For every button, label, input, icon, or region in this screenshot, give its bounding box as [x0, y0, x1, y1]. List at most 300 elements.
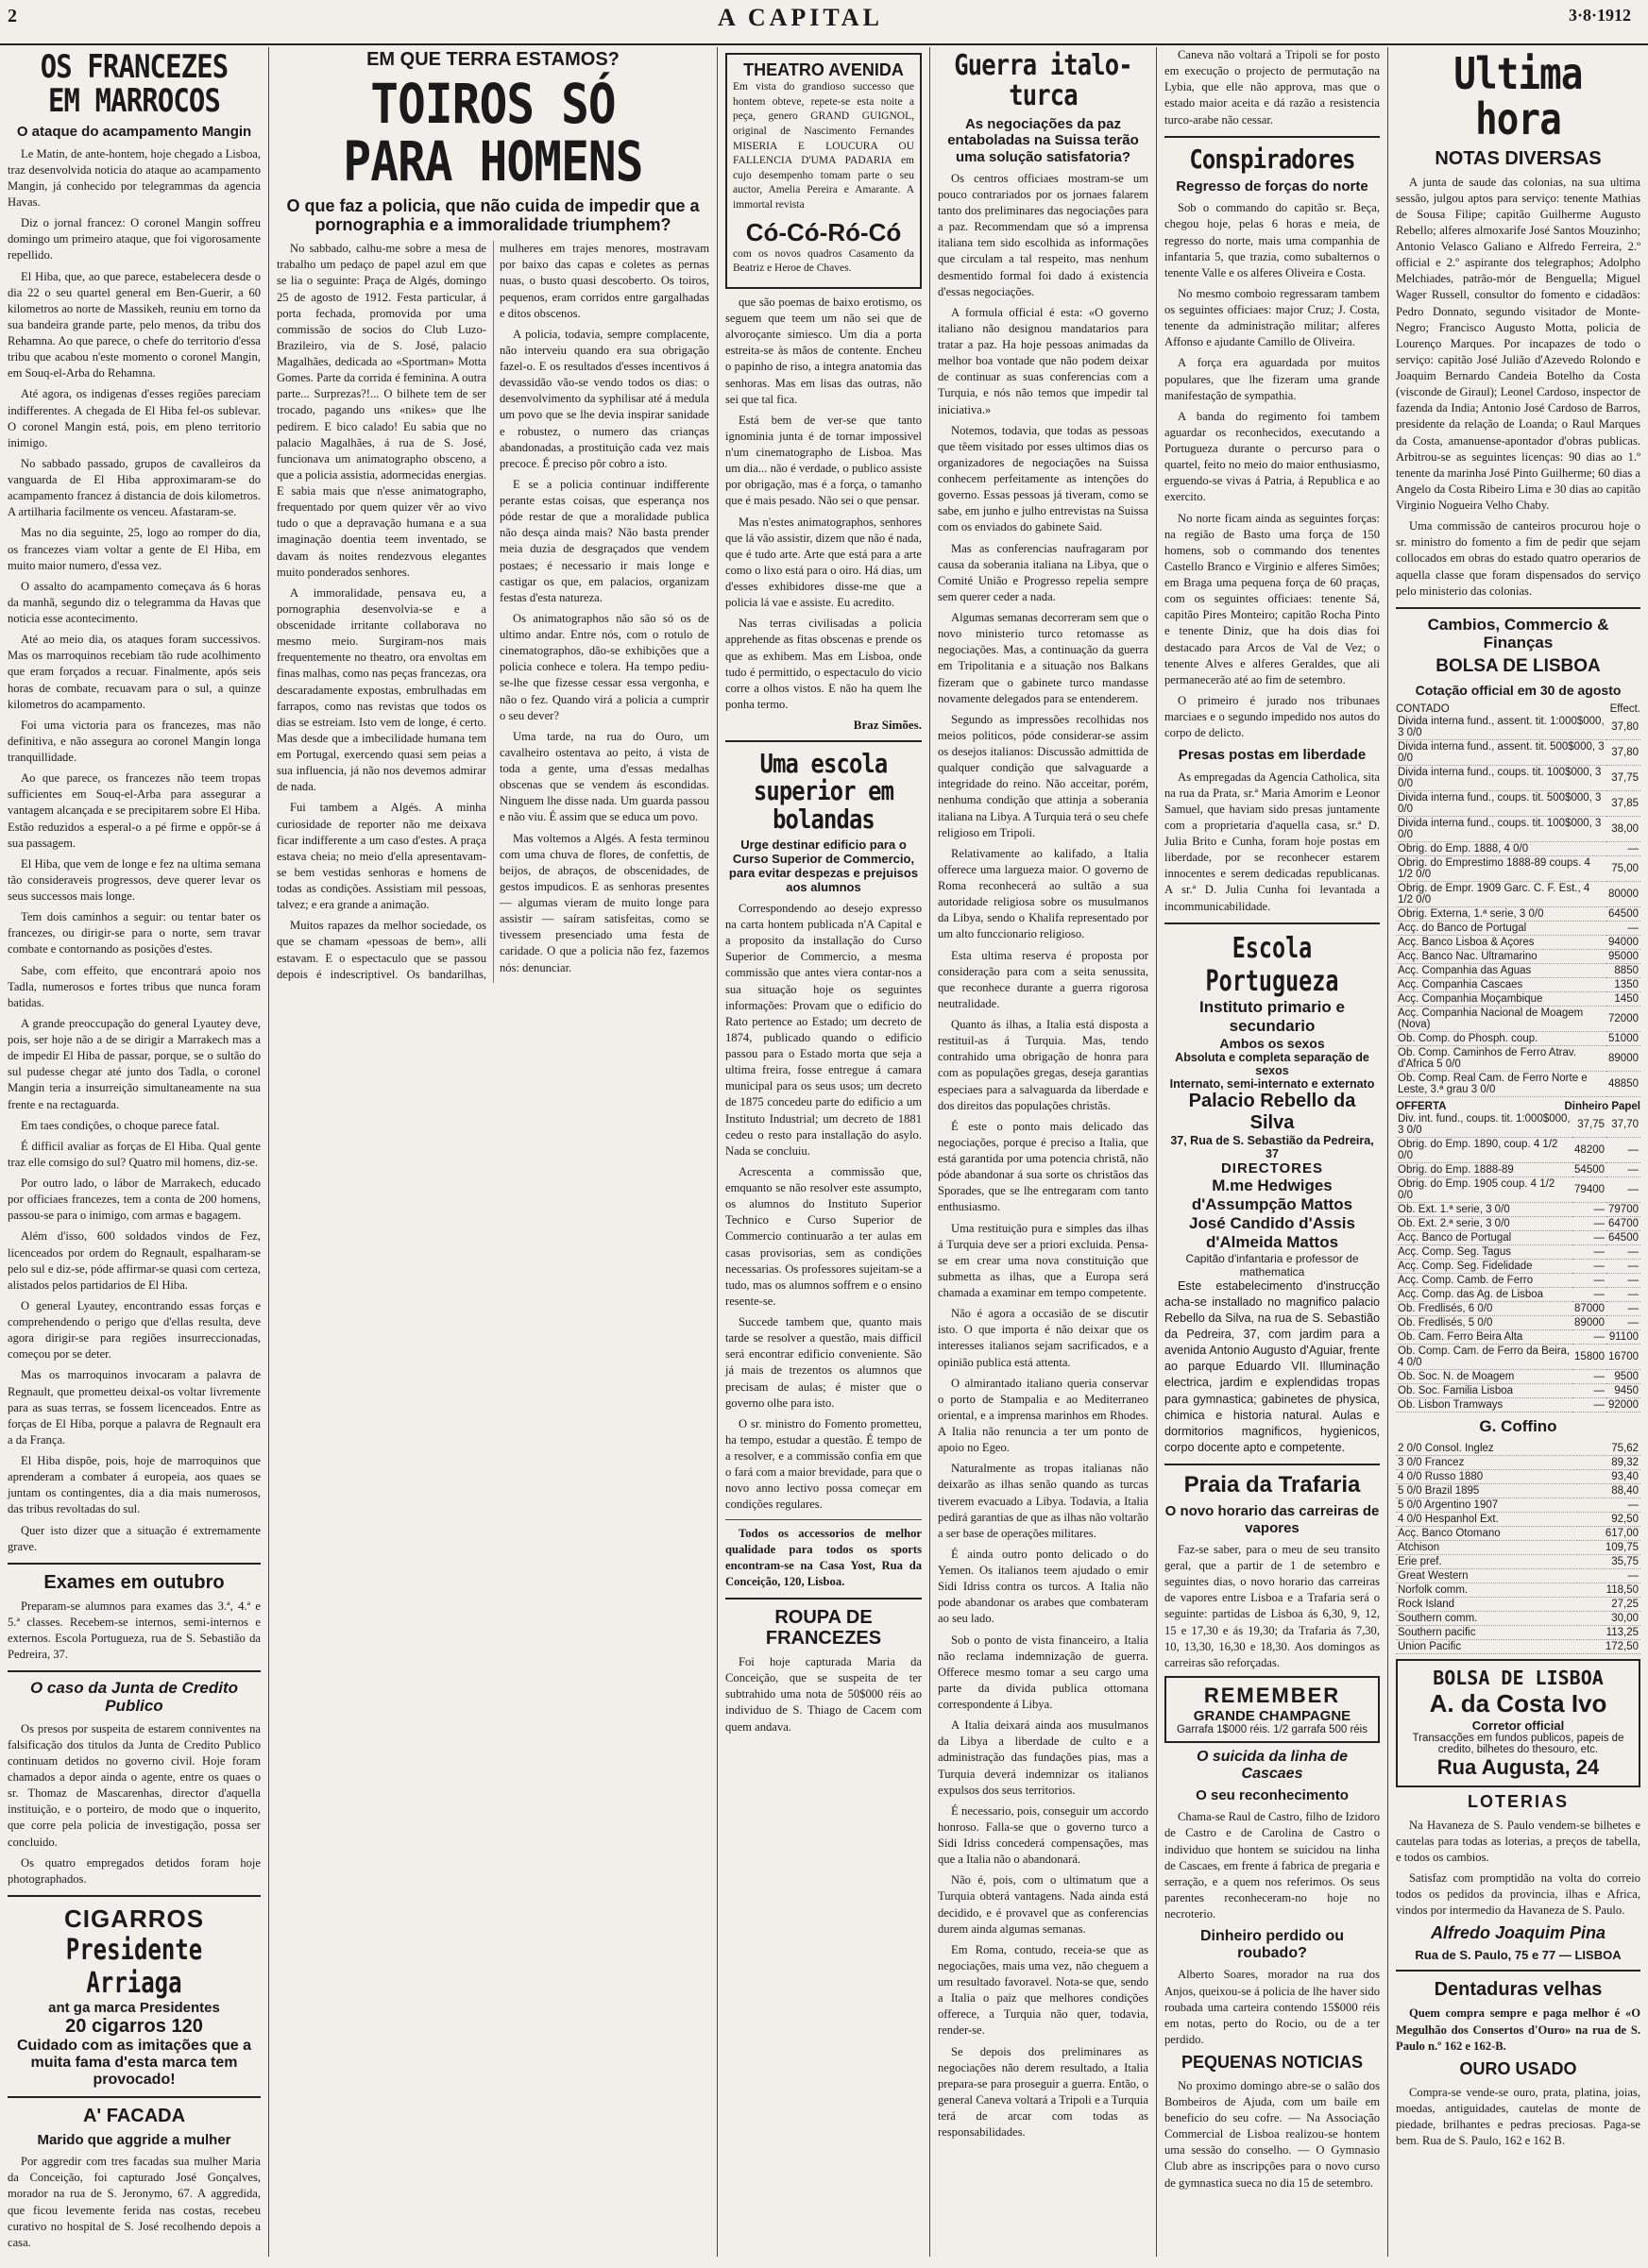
subhead-guerra: As negociações da paz entaboladas na Suissa terão uma solução satisfatoria?: [947, 116, 1139, 165]
quote-value: —: [1572, 1203, 1606, 1217]
security-name: Southern comm.: [1396, 1611, 1577, 1625]
security-name: Obrig. do Emp. 1905 coup. 4 1/2 0/0: [1396, 1177, 1572, 1203]
article-paragraph: Le Matin, de ante-hontem, hoje chegado a Lisboa, traz desenvolvida noticia do ataque ao acampamento Mangin, já conhecido por telegrammas da agencia Havas.: [8, 146, 261, 209]
article-paragraph: Chama-se Raul de Castro, filho de Izidoro de Castro e de Carolina de Castro o individuo que hontem se suicidou na linha de Cascaes, em frente á fabrica de pregaria e serração, e a quem nos referimos. Os seus parentes reconheceram-no hoje no necroterio.: [1164, 1810, 1380, 1921]
quote-value: —: [1606, 1138, 1640, 1163]
article-paragraph: Satisfaz com promptidão na volta do correio todos os pedidos da provincia, ilhas e Africa, vindos por intermedio da Havaneza de S. Paulo.: [1396, 1871, 1640, 1918]
quote-value: 54500: [1574, 1164, 1606, 1176]
column-4: [930, 47, 1157, 2257]
table-row: [1396, 1442, 1640, 1456]
table-row: [1396, 1330, 1640, 1345]
quote-value: 27,25: [1577, 1597, 1640, 1611]
table-row: [1396, 1302, 1640, 1316]
quote-value: —: [1572, 1384, 1606, 1398]
table-row: [1396, 842, 1640, 856]
article-paragraph: Quanto ás ilhas, a Italia está disposta a restituil-as á Turquia. Mas, tendo contrahido uma obrigação de honra para com as populações gregas, deseja garantias especiaes para a salvaguarda da liberdade e dos direitos das populações christãs.: [938, 1018, 1148, 1112]
security-name: Ob. Ext. 1.ª serie, 3 0/0: [1396, 1203, 1572, 1217]
article-paragraph: É este o ponto mais delicado das negociações, porque é preciso a Italia, que está garantida por uma potencia christã, não póde abandonar á sua sorte os christãos das Sporades, que se lhe entregaram com tanto enthusiasmo.: [938, 1119, 1148, 1214]
article-paragraph: No sabbado, calhu-me sobre a mesa de trabalho um pedaço de papel azul em que se lia o seguinte: Praça de Algés, domingo 25 de agosto de 1912. Festa particular, á porta fechada, promovida por uma commissão de socios do Club Luzo-Brazileiro, via de S. José, palacio Magalhães, dedicada ao «Sportman» Motta Gomes. Parte da corrida é feminina. A outra parte... Surprezas?!... O bilhete tem de ser trocado, pagando uns «nikes» que lhe pedirem. E bico calado! Eu sabia que no palacio Magalhães, á rua de S. José, funcionava um animatographo obsceno, a que a policia assistia, adormecidas energias. E sabia mais que n'esse animatographo, frequentado por quem quizer vêr ao vivo tudo o que a depravação humana e a sua imaginação doentia teem inventado, se davam ás noites rendezvous elegantes muito ponderados senhores.: [277, 242, 486, 579]
ad-line: Ambos os sexos: [1219, 1035, 1325, 1051]
table-row: [1396, 922, 1640, 936]
quote-value: 1350: [1606, 978, 1640, 992]
article-paragraph: Caneva não voltará a Tripoli se for posto em execução o projecto de permutação na Lybia, que elle não approva, mas que o estado maior aceita e dá razão a resistencia turco-arabe não cessar.: [1164, 48, 1380, 127]
article-paragraph: Está bem de ver-se que tanto ignominia junta é de tornar impossivel n'um cinematographo de Lisboa. Mas um dia... não é verdade, o publico assiste por obrigação, mas é a força, o tamanho que é mais pesado. Não sei o que pensar.: [725, 413, 922, 508]
headline-conspiradores: Conspiradores: [1189, 143, 1355, 175]
quote-value: 37,70: [1606, 1112, 1640, 1138]
article-paragraph: Tem dois caminhos a seguir: ou tentar bater os francezes, ou dirigir-se para o norte, sem travar combate e contornando as posições d'estes.: [8, 910, 261, 956]
quote-value: —: [1606, 1245, 1640, 1260]
security-name: Ob. Comp. Caminhos de Ferro Atrav. d'Africa 5 0/0: [1396, 1046, 1606, 1072]
column-1: [0, 47, 269, 2257]
quote-value: —: [1577, 1498, 1640, 1512]
table-row: [1396, 882, 1640, 907]
security-name: Obrig. do Emp. 1888-89: [1396, 1163, 1572, 1177]
quote-value: 87000: [1574, 1303, 1606, 1315]
divider: [725, 1519, 922, 1520]
article-paragraph: Por aggredir com tres facadas sua mulher Maria da Conceição, foi capturado José Gonçalves, morador na rua de S. Jeronymo, 67. A aggredida, que ficou levemente ferida nas costas, recebeu curativo no hospital de S. José recolhendo depois a casa.: [8, 2155, 261, 2249]
article-paragraph: Foi uma victoria para os francezes, mas não definitiva, e não assegura ao coronel Mangin longa tranquillidade.: [8, 718, 261, 764]
security-name: Acç. Comp. Camb. de Ferro: [1396, 1274, 1572, 1288]
column-3: [718, 47, 930, 2257]
divider: [1396, 607, 1640, 609]
article-paragraph: No proximo domingo abre-se o salão dos Bombeiros de Ajuda, com um baile em beneficio do seu cofre. — Na Associação Commercial de Lisboa realizou-se hontem uma sessão do conselho. — O Gymnasio Club abre as inscripções para o novo curso de gymnastica sueca no dia 15 de setembro.: [1164, 2078, 1380, 2190]
headline-cambios: Cambios, Commercio & Finanças: [1427, 615, 1609, 652]
article-paragraph: É necessario, pois, conseguir um accordo honroso. Falla-se que o governo turco a Sidi Idriss concederá compensações, mas que a Italia não o abandonará.: [938, 1803, 1148, 1867]
security-name: Ob. Cam. Ferro Beira Alta: [1396, 1330, 1572, 1345]
ad-line: Absoluta e completa separação de sexos: [1175, 1050, 1369, 1077]
column-header: OFFERTA: [1396, 1101, 1447, 1113]
quote-value: 92,50: [1577, 1512, 1640, 1526]
table-row: [1396, 1469, 1640, 1483]
theatre-foot: com os novos quadros Casamento da Beatriz e Heroe de Chaves.: [733, 247, 914, 275]
quote-value: 91100: [1606, 1330, 1640, 1345]
divider: [725, 1598, 922, 1599]
divider: [1164, 1464, 1380, 1465]
security-name: Rock Island: [1396, 1597, 1577, 1611]
table-row: [1396, 1072, 1640, 1097]
article-paragraph: O almirantado italiano queria conservar o porto de Stampalia e ao Mediterraneo oriental, e a imprensa marinhos em Rhodes. A Italia não renuncia a ter um ponto de apoio no Egeo.: [938, 1376, 1148, 1455]
table-row: [1396, 1260, 1640, 1274]
quote-value: 89000: [1574, 1317, 1606, 1329]
article-paragraph: Mas no dia seguinte, 25, logo ao romper do dia, os francezes viam voltar a gente de El Hiba, em muito maior numero, d'essa vez.: [8, 526, 261, 572]
theatre-text: Em vista do grandioso successo que hontem obteve, repete-se esta noite a peça, genero GRAND GUIGNOL, original de Nascimento Fernandes MISERIA E LOUCURA OU FALLENCIA D'UMA PADARIA em cujo desempenho tomam parte o seu auctor, Amelia Pereira e Amarante. A immortal revista: [733, 81, 914, 211]
security-name: Obrig. Externa, 1.ª serie, 3 0/0: [1396, 907, 1606, 922]
table-row: [1396, 1112, 1640, 1138]
security-name: Acç. Banco Nac. Ultramarino: [1396, 950, 1606, 964]
article-paragraph: Até ao meio dia, os ataques foram successivos. Mas os marroquinos recebiam tão rude acolhimento que eram forçados a recuar. Finalmente, após seis horas de combate, recuavam para o sul, a quinze kilometros do acampamento.: [8, 633, 261, 711]
theatre-title: THEATRO AVENIDA: [743, 60, 904, 79]
quote-value: 9500: [1606, 1370, 1640, 1384]
table-row: [1396, 964, 1640, 978]
article-paragraph: que são poemas de baixo erotismo, os seguem que teem um não sei que de alvoroçante simiesco. Um dia a porta estreita-se às mãos de contente. Encheu o papinho de riso, a integra anatomia das senhoras. Mas em lisas das outras, não sei que tal fica.: [725, 295, 922, 406]
quote-value: —: [1572, 1245, 1606, 1260]
article-paragraph: É difficil avaliar as forças de El Hiba. Qual gente traz elle comsigo do sul? Quatro mil homens, diz-se.: [8, 1139, 261, 1169]
divider: [8, 1895, 261, 1897]
article-paragraph: A força era aguardada por muitos populares, que lhe fizeram uma grande manifestação de sympathia.: [1164, 356, 1380, 402]
issue-date: 3·8·1912: [1568, 6, 1631, 25]
article-paragraph: O sr. ministro do Fomento prometteu, ha tempo, estudar a questão. É tempo de a resolver, e a commissão confia em que o fará com a maior brevidade, para que o novo anno lectivo possa começar em condições regulares.: [725, 1416, 922, 1512]
quote-value: 94000: [1608, 937, 1639, 949]
security-name: Ob. Lisbon Tramways: [1396, 1398, 1572, 1413]
article-paragraph: Por outro lado, o lábor de Marrakech, educado por officiaes francezes, tem a conta de 200 homens, passou-se para o inimigo, com armas e bagagem.: [8, 1176, 261, 1223]
article-paragraph: Foi hoje capturada Maria da Conceição, que se suspeita de ter subtrahido uma nota de 50$000 réis ao individuo de S. Thiago de Cacem com quem andava.: [725, 1655, 922, 1734]
quote-value: —: [1572, 1330, 1606, 1345]
divider: [8, 2096, 261, 2098]
subhead-suicida: O seu reconhecimento: [1196, 1787, 1349, 1804]
article-paragraph: Sob o commando do capitão sr. Beça, chegou hoje, pelas 6 horas e meia, de regresso do norte, mais uma companhia de infantaria 5, que trazia, como subalternos o tenente Valle e os alferes Oliveira e Costa.: [1164, 201, 1380, 279]
article-paragraph: Compra-se vende-se ouro, prata, platina, joias, moedas, antiguidades, cautelas de monte de piedade, brilhantes e pedras preciosas. Paga-se bem. Rua de S. Paulo, 162 e 162 B.: [1396, 2085, 1640, 2147]
quote-value: 75,00: [1606, 856, 1640, 882]
headline-ouro: OURO USADO: [1459, 2058, 1577, 2078]
subhead-regresso: Regresso de forças do norte: [1176, 178, 1368, 195]
article-paragraph: Os centros officiaes mostram-se um pouco contrariados por os jornaes falarem tanto dos preliminares das negociações para a paz. Recommendam que só a imprensa italiana tem sido escolhida as informações que circulam a tal respeito, mas nenhum desmentido formal foi dado á existencia d'essas negociações.: [938, 171, 1148, 298]
ad-line: Corretor official: [1471, 1718, 1565, 1733]
table-row: [1396, 1526, 1640, 1540]
column-2: [269, 47, 718, 2257]
headline-facada: A' FACADA: [82, 2105, 186, 2126]
security-name: Southern pacific: [1396, 1625, 1577, 1639]
quote-value: 617,00: [1577, 1526, 1640, 1540]
article-paragraph: Mas n'estes animatographos, senhores que lá vão assistir, dizem que não é nada, que é tudo arte. Arte que está para a arte como o lixo está para o oiro. Há dias, um d'esses exhibidores disse-me que a policia lá vae e assiste. Eu acredito.: [725, 515, 922, 610]
security-name: Acç. Comp. Seg. Fidelidade: [1396, 1260, 1572, 1274]
quote-value: —: [1606, 922, 1640, 936]
table-row: [1396, 1032, 1640, 1046]
article-paragraph: Não é agora a occasião de se discutir isto. O que importa é não deixar que os interesses italianos sejam sacrificados, e a opinião publica está attenta.: [938, 1307, 1148, 1369]
quote-value: 64500: [1608, 1232, 1639, 1244]
quote-value: 88,40: [1577, 1483, 1640, 1498]
ad-subtitle: Instituto primario e secundario: [1199, 997, 1345, 1035]
security-name: 4 0/0 Russo 1880: [1396, 1469, 1577, 1483]
security-name: Ob. Comp. do Phosph. coup.: [1396, 1032, 1606, 1046]
theatre-advert: [725, 53, 922, 289]
table-row: [1396, 1203, 1640, 1217]
article-paragraph: Mas os marroquinos invocaram a palavra de Regnault, que prometteu deixal-os voltar livremente para as suas terras, se fossem licenceados. Entre as forças de El Hiba, porque a palavra de Regnault era a da França.: [8, 1368, 261, 1447]
headline-pequenas: PEQUENAS NOTICIAS: [1181, 2053, 1364, 2073]
security-name: Acç. Banco Otomano: [1396, 1526, 1577, 1540]
security-name: Acç. Companhia Cascaes: [1396, 978, 1606, 992]
headline-toiros: TOIROS SÓ PARA HOMENS: [343, 72, 643, 194]
article-paragraph: El Hiba dispõe, pois, hoje de marroquinos que aprenderam a combater á europeia, aos quaes se juntam os contingentes, dia a dia mais numerosos, das tribus revoltadas do sul.: [8, 1454, 261, 1516]
quote-value: 172,50: [1577, 1639, 1640, 1653]
article-paragraph: Uma commissão de canteiros procurou hoje o sr. ministro do fomento a fim de pedir que sejam collocados em obras do estado quatro operarios de aquella classe que foram dispensados do serviço pelo ministerio das colonias.: [1396, 519, 1640, 598]
headline-notas: NOTAS DIVERSAS: [1435, 147, 1602, 169]
security-name: Ob. Comp. Real Cam. de Ferro Norte e Leste, 3.ª grau 3 0/0: [1396, 1072, 1606, 1097]
quote-value: —: [1606, 842, 1640, 856]
ad-title: CIGARROS: [63, 1904, 205, 1933]
article-paragraph: A Italia deixará ainda aos musulmanos da Libya a liberdade de culto e a administração das fundações pias, mas a Turquia deverá indemnizar os italianos expulsos dos seus territorios.: [938, 1718, 1148, 1797]
article-paragraph: Relativamente ao kalifado, a Italia offerece uma largueza maior. O governo de Roma reconhecerá ao sultão a sua autoridade religiosa sobre os musulmanos da Libya, sendo o Khalifa representado por um alto funccionario religioso.: [938, 846, 1148, 941]
quote-value: —: [1572, 1217, 1606, 1231]
headline-suicida: O suicida da linha de Cascaes: [1196, 1748, 1349, 1782]
quote-value: 72000: [1606, 1007, 1640, 1032]
quote-value: 37,80: [1606, 740, 1640, 766]
article-paragraph: Todos os accessorios de melhor qualidade para todos os sports encontram-se na Casa Yost, Rua da Conceição, 120, Lisboa.: [725, 1526, 922, 1588]
security-name: Div. int. fund., coups. tit. 1:000$000, 3 0/0: [1396, 1112, 1572, 1138]
security-name: Acç. Companhia das Aguas: [1396, 964, 1606, 978]
quote-value: 16700: [1606, 1345, 1640, 1370]
article-paragraph: Até agora, os indigenas d'esses regiões pareciam indifferentes. A chegada de El Hiba fel-os sublevar. O coronel Mangin está, pois, em pleno territorio inimigo.: [8, 387, 261, 449]
ad-line: 37, Rua de S. Sebastião da Pedreira, 37: [1170, 1133, 1374, 1160]
article-paragraph: As empregadas da Agencia Catholica, sita na rua da Prata, sr.ª Maria Amorim e Leonor Samuel, que haviam sido presas juntamente com a proprietaria d'aquella casa, sr.ª D. Julia Brito e Cunha, foram hoje postas em liberdade, por se reconhecer estarem innocentes e serem dedicadas republicanas. A sr.ª D. Julia Cunha foi levantada a incommunicabilidade.: [1164, 770, 1380, 913]
table-row: [1396, 1483, 1640, 1498]
article-paragraph: A junta de saude das colonias, na sua ultima sessão, julgou aptos para serviço: tenente Mathias de Sousa Filipe; capitão Guilherme Augusto Rebello; alferes almoxarife José Santos Mouzinho; Antonio Velasco Galiano e Alfredo Ferreira, 2.º official e 2.º aspirante dos telegraphos; Adolpho Melchiades, patrão-mór de Benguella; Miguel Wager Russell, consultor do fomento e cidadãos: Pedro Donnato, segundo visitador de Monte-Negro; Francisco Augusto Motta, policia de Lourenço Marques. Por incapazes de todo o serviço: capitão José Julião d'Azevedo Rolondo e Joaquim Bernardo Candeia Botelho da Costa (visconde de Giraul); Leonel Cardoso, inspector de fazenda da India; Antonio José Cardoso de Barros, presidente da relação de Loanda; o Raul Marques da Costa, amanuense-apontador d'obras publicas. Arbitrou-se as seguintes licenças: 90 dias ao 1.º tenente da marinha José Pinto Guilherme; 60 dias a Angelo da Costa Ribeiro Lima e 30 dias ao capitão Virginio Nogueira Velho Chaby.: [1396, 175, 1640, 513]
table-row: [1396, 1274, 1640, 1288]
article-paragraph: Naturalmente as tropas italianas não deixarão as ilhas senão quando as turcas tiverem evacuado a Libya. Todavia, a Italia pedirá garantias de que as ilhas não voltarão a ser base de operações militares.: [938, 1462, 1148, 1540]
security-name: Obrig. do Emprestimo 1888-89 coups. 4 1/2 0/0: [1396, 856, 1606, 882]
quote-value: 80000: [1606, 882, 1640, 907]
column-header: CONTADO: [1396, 703, 1450, 716]
quote-value: —: [1572, 1231, 1606, 1245]
article-paragraph: Succede tambem que, quanto mais tarde se resolver a questão, mais difficil será encontrar edificio conveniente. São já mais de trezentos os alumnos que precisam de aulas; é mister que o governo olhe para isto.: [725, 1315, 922, 1410]
ad-line: José Candido d'Assis d'Almeida Mattos: [1189, 1213, 1355, 1251]
ad-line: Internato, semi-internato e externato: [1169, 1076, 1375, 1091]
security-name: Acç. do Banco de Portugal: [1396, 922, 1606, 936]
bolsa-table-contado: [1396, 715, 1640, 1097]
table-row: [1396, 1568, 1640, 1583]
divider: [8, 1670, 261, 1672]
ad-address: Rua Augusta, 24: [1436, 1754, 1600, 1779]
divider: [725, 740, 922, 742]
page-number: 2: [8, 6, 17, 26]
quote-value: —: [1572, 1260, 1606, 1274]
bolsa-table-offerta: [1396, 1112, 1640, 1413]
article-paragraph: Sabe, com effeito, que encontrará apoio nos Tadla, numerosos e fortes tribus que nunca foram batidas.: [8, 963, 261, 1009]
quote-value: 113,25: [1577, 1625, 1640, 1639]
quote-value: —: [1606, 1302, 1640, 1316]
table-row: [1396, 740, 1640, 766]
quote-value: 38,00: [1606, 817, 1640, 842]
security-name: Obrig. do Emp. 1888, 4 0/0: [1396, 842, 1606, 856]
divider: [8, 1563, 261, 1565]
table-row: [1396, 992, 1640, 1007]
coffino-table: [1396, 1442, 1640, 1654]
article-paragraph: E se a policia continuar indifferente perante estas coisas, que esperança nos póde restar de que a moralidade publica não desça ainda mais? Não basta prender meia duzia de desgraçados que vendem postaes; é necessario ir mais longe e castigar os que, em palacios, organizam festas d'esta natureza.: [500, 477, 709, 604]
quote-value: 118,50: [1577, 1583, 1640, 1597]
security-name: Acç. Comp. das Ag. de Lisboa: [1396, 1288, 1572, 1302]
article-paragraph: Se depois dos preliminares as negociações não derem resultado, a Italia prepara-se para proseguir a guerra. Então, o general Caneva voltará a Tripoli e a Turquia terá de arcar com todas as responsabilidades.: [938, 2044, 1148, 2140]
article-paragraph: Na Havaneza de S. Paulo vendem-se bilhetes e cautelas para todas as loterias, a preços de tabella, e todos os cambios.: [1396, 1818, 1640, 1864]
security-name: Divida interna fund., coups. tit. 500$000, 3 0/0: [1396, 791, 1606, 817]
security-name: Ob. Soc. Familia Lisboa: [1396, 1384, 1572, 1398]
article-paragraph: Fui tambem a Algés. A minha curiosidade de reporter não me deixava ficar indifferente a um caso d'estes. A praça estava cheia; no meio d'ella apresentavam-se bem vestidas senhoras e homens de todas as condições. Assistiam mil pessoas, talvez; e era grande a animação.: [277, 801, 486, 912]
cigarros-advert: [8, 1904, 261, 2089]
subhead-facada: Marido que aggride a mulher: [37, 2131, 231, 2148]
article-paragraph: Algumas semanas decorreram sem que o novo ministerio turco retomasse as negociações. Mas, a continuação da guerra em Tripolitania e a situação nos Balkans fizeram que o gabinete turco mandasse novamente delegados para se entenderem.: [938, 611, 1148, 705]
newspaper-title: A CAPITAL: [718, 4, 883, 31]
ad-address: Rua de S. Paulo, 75 e 77 — LISBOA: [1415, 1948, 1622, 1963]
article-paragraph: Esta ultima reserva é proposta por consideração para com a seita senussita, que reconhece durante a guerra rigorosa neutralidade.: [938, 948, 1148, 1010]
quote-value: —: [1572, 1398, 1606, 1413]
security-name: Ob. Fredlisés, 6 0/0: [1396, 1302, 1572, 1316]
security-name: 3 0/0 Francez: [1396, 1455, 1577, 1469]
article-paragraph: Notemos, todavia, que todas as pessoas que têem visitado por esses ultimos dias os organizadores de negociações na Suissa conhecem perfeitamente as intenções do governo. Essas pessoas já tiveram, como se sabe, em junho e julho entrevistas na Suissa com os enviados do gabinete Said.: [938, 423, 1148, 534]
table-row: [1396, 1384, 1640, 1398]
escola-portugueza-advert: [1164, 932, 1380, 1456]
quote-value: 48200: [1572, 1138, 1606, 1163]
column-header: Effect.: [1609, 703, 1640, 716]
article-paragraph: Acrescenta a commissão que, emquanto se não resolver este assumpto, os alumnos do Instituto Superior Technico e Curso Superior de Commercio continuarão a ter aulas em casas provisorias, sem as condições necessarias. Os professores sujeitam-se a tudo, mas os alumnos soffrem e o ensino resente-se.: [725, 1164, 922, 1308]
article-paragraph: O primeiro é jurado nos tribunaes marciaes e o segundo impedido nos autos do corpo de delicto.: [1164, 693, 1380, 740]
article-paragraph: Diz o jornal francez: O coronel Mangin soffreu domingo um primeiro ataque, que foi vigorosamente repellido.: [8, 216, 261, 262]
remember-advert: [1164, 1676, 1380, 1743]
ad-warning: Cuidado com as imitações que a muita fama d'esta marca tem provocado!: [16, 2037, 252, 2088]
table-row: [1396, 1288, 1640, 1302]
article-paragraph: Alberto Soares, morador na rua dos Anjos, queixou-se á policia de lhe haver sido roubada uma carteira contendo 15$000 réis em notas, perto do Rocio, ou de a ter perdido.: [1164, 1968, 1380, 2046]
article-paragraph: Quem compra sempre e paga melhor é «O Megulhão dos Consertos d'Ouro» na rua de S. Paulo n.º 162 e 162-B.: [1396, 2006, 1640, 2053]
ad-line: Transacções em fundos publicos, papeis de credito, bilhetes do thesouro, etc.: [1412, 1732, 1624, 1755]
table-row: [1396, 1583, 1640, 1597]
table-row: [1396, 1512, 1640, 1526]
article-paragraph: Muitos rapazes da melhor sociedade, os que se chamam «pessoas de bem», alli estavam. E o espectaculo que se passou depois é indescriptivel. Os bandarilhas, mulheres em trajes menores, mostravam por baixo das capas e coletes as pernas nuas, o busto quasi descoberto. Os toiros, pequenos, eram corridos entre gargalhadas e ditos obscenos.: [277, 242, 709, 981]
headline-junta: O caso da Junta de Credito Publico: [29, 1679, 239, 1715]
table-row: [1396, 1217, 1640, 1231]
subhead-presas: Presas postas em liberdade: [1178, 747, 1367, 764]
article-paragraph: Ao que parece, os francezes não teem tropas sufficientes em Souq-el-Arba para assegurar a vantagem alcançada e se precipitarem sobre El Hiba. Estão reduzidos a esperal-o a pé firme e oppôr-se á sua passagem.: [8, 771, 261, 850]
toiros-article-body: [277, 241, 709, 983]
table-row: [1396, 1345, 1640, 1370]
table-row: [1396, 1231, 1640, 1245]
security-name: Divida interna fund., assent. tit. 500$000, 3 0/0: [1396, 740, 1606, 766]
table-row: [1396, 1316, 1640, 1330]
security-name: Divida interna fund., assent. tit. 1:000$000, 3 0/0: [1396, 715, 1606, 740]
headline-coffino: G. Coffino: [1479, 1417, 1557, 1436]
table-row: [1396, 1138, 1640, 1163]
article-paragraph: A immoralidade, pensava eu, a pornographia desenvolvia-se e a obscenidade irritante collaborava no mesmo meio. Surgiram-nos mais frequentemente no theatro, ora envoltas em finas malhas, como nas peças francezas, ora descaradamente expostas, embrulhadas em farrapos, como nas revistas que todos os dias se estreiam. Isto vem de longe, é certo. Mas desde que a imbecilidade humana tem em Portugal, exercendo quasi sem peias a sua influencia, já não nos devemos admirar de nada.: [277, 585, 486, 794]
table-row: [1396, 907, 1640, 922]
headline-escola: Uma escola superior em bolandas: [753, 748, 894, 835]
headline-dentaduras: Dentaduras velhas: [1434, 1979, 1603, 2001]
article-paragraph: A grande preoccupação do general Lyautey deve, pois, ser hoje não a de se dirigir a Marrakech mas a de impedir El Hiba de passar, porque, se o sultão do sul pudesse chegar até junto dos Tadla, o coronel Mangin teria a insurreição simultaneamente na sua frente e na rectaguarda.: [8, 1016, 261, 1111]
article-paragraph: A banda do regimento foi tambem aguardar os reconhecidos, executando a Portugueza durante o percurso para o quartel, feito no meio do maior enthusiasmo, erguendo-se vivas á Patria, á Republica e ao exercito.: [1164, 409, 1380, 504]
divider: [1164, 136, 1380, 138]
quote-value: 30,00: [1577, 1611, 1640, 1625]
security-name: 5 0/0 Argentino 1907: [1396, 1498, 1577, 1512]
article-paragraph: No sabbado passado, grupos de cavalleiros da vanguarda de El Hiba approximaram-se do acampamento francez á distancia de dois kilometros. A artilharia facilmente os venceu. Afastaram-se.: [8, 456, 261, 519]
security-name: Atchison: [1396, 1540, 1577, 1554]
security-name: Acç. Companhia Moçambique: [1396, 992, 1606, 1007]
quote-value: 95000: [1608, 951, 1639, 963]
quote-value: 93,40: [1577, 1469, 1640, 1483]
article-paragraph: El Hiba, que, ao que parece, estabelecera desde o dia 22 o seu quartel general em Ben-Guerir, a 60 kilometros ao norte de Massikeh, reuniu em torno da sua bandeira grande parte, pelo menos, da tribu dos Rehamna. Ao que parece, o chefe do territorio d'essa tribu que acabou n'este momento o coronel Mangin, em Souq-el-Arba do Rehamna.: [8, 269, 261, 381]
article-paragraph: Preparam-se alumnos para exames das 3.ª, 4.ª e 5.ª classes. Recebem-se internos, semi-internos e externos. Escola Portugueza, rua de S. Sebastião da Pedreira, 37.: [8, 1599, 261, 1662]
security-name: Great Western: [1396, 1568, 1577, 1583]
headline-dinheiro: Dinheiro perdido ou roubado?: [1200, 1928, 1344, 1961]
security-name: Divida interna fund., coups. tit. 100$000, 3 0/0: [1396, 766, 1606, 791]
kicker-terra: EM QUE TERRA ESTAMOS?: [366, 49, 620, 70]
article-paragraph: Segundo as impressões recolhidas nos meios politicos, póde considerar-se assim os desejos italianos: Discussão admittida de qualquer condição que salvaguarde a integridade do reino. Não acceitar, porém, nenhuma condição que attinja a soberania italiana na Libya. A Turquia terá o seu chefe religioso em Tripoli.: [938, 712, 1148, 839]
quote-value: 79700: [1608, 1204, 1639, 1216]
article-paragraph: Em Roma, contudo, receia-se que as negociações, mais uma vez, não cheguem a um resultado favoravel. Nota-se que, sendo a Italia o paiz que melhores condições offerece, a Turquia não quer, todavia, render-se.: [938, 1942, 1148, 2038]
ad-paragraph: Este estabelecimento d'instrucção acha-se installado no magnifico palacio Rebello da Silva, na rua de S. Sebastião da Pedreira, 37, com jardim para a avenida Antonio Augusto d'Aguiar, frente ao parque Eduardo VII. Illuminação electrica, jardim e explendidas tropas para gymnastica; gabinetes de physica, chimica e historia natural. Aulas e dormitorios magnificos, hygienicos, corpo docente apto e competente.: [1164, 1278, 1380, 1454]
headline-bolsa: BOLSA DE LISBOA: [1436, 656, 1601, 677]
security-name: 5 0/0 Brazil 1895: [1396, 1483, 1577, 1498]
masthead: [0, 0, 1648, 45]
quote-value: 75,62: [1577, 1442, 1640, 1456]
table-row: [1396, 1245, 1640, 1260]
article-paragraph: Em taes condições, o choque parece fatal.: [21, 1118, 220, 1132]
table-row: [1396, 1625, 1640, 1639]
ad-line: M.me Hedwiges d'Assumpção Mattos: [1191, 1176, 1353, 1213]
ad-price: 20 cigarros 120: [65, 2015, 203, 2037]
ad-line: ant ga marca Presidentes: [48, 1999, 220, 2016]
table-row: [1396, 1046, 1640, 1072]
article-paragraph: Mas voltemos a Algés. A festa terminou com uma chuva de flores, de confettis, de beijos, de abraços, de obscenidades, de gestos impudicos. E as senhoras presentes — algumas vieram de muito longe para assistir — saíram satisfeitas, como se tivessem presenciado uma festa de caridade. O que a policia não fez, fazemos nós: denunciar.: [500, 831, 709, 974]
article-paragraph: O assalto do acampamento começava ás 6 horas da manhã, segundo diz o telegramma da Havas que noticia esse acontecimento.: [8, 579, 261, 625]
quote-value: —: [1572, 1288, 1606, 1302]
column-5: [1157, 47, 1388, 2257]
article-paragraph: Nas terras civilisadas a policia apprehende as fitas obscenas e prende os que as exhibem. Mas em Lisboa, onde tudo é permittido, o espectaculo do vicio corre a olhos vistos. E não ha quem lhe ponha termo.: [725, 617, 922, 711]
quote-value: 109,75: [1577, 1540, 1640, 1554]
security-name: Ob. Soc. N. de Moagem: [1396, 1370, 1572, 1384]
headline-ultima-hora: Ultima hora: [1453, 48, 1583, 145]
headline-exames: Exames em outubro: [43, 1571, 225, 1593]
divider: [1396, 1970, 1640, 1972]
article-paragraph: Além d'isso, 600 soldados vindos de Fez, licenceados por ordem do Regnault, espalharam-se pelo sul e diz-se, póde affirmar-se quasi com certeza, alistados pelos partidarios de El Hiba.: [8, 1229, 261, 1292]
headline-franceses: OS FRANCEZES EM MARROCOS: [40, 48, 229, 120]
security-name: Obrig. de Empr. 1909 Garc. C. F. Est., 4 1/2 0/0: [1396, 882, 1606, 907]
quote-value: —: [1606, 1316, 1640, 1330]
article-paragraph: Os presos por suspeita de estarem conniventes na falsificação dos titulos da Junta de Credito Publico continuam detidos no governo civil. Hoje foram chamados a depor ainda o agente, entre os quaes o sr. Thomaz de Mascarenhas, director d'aquella instituição, e o porteiro, de modo que o inquerito, que corre pela policia de investigação, possa ser concluido.: [8, 1721, 261, 1849]
subhead-policia: O que faz a policia, que não cuida de impedir que a pornographia e a immoralidade triumphem?: [286, 195, 700, 235]
article-paragraph: O general Lyautey, encontrando essas forças e comprehendendo o perigo que d'ellas resulta, deve agora dirigir-se para regiões insurreccionadas, começou por se deter.: [8, 1298, 261, 1362]
security-name: Acç. Comp. Seg. Tagus: [1396, 1245, 1572, 1260]
signature: Braz Simões.: [853, 718, 922, 732]
article-paragraph: Sob o ponto de vista financeiro, a Italia não reclama indemnização de guerra. Offerece mesmo tomar a seu cargo uma parte da divida publica ottomana correspondente á Libya.: [938, 1633, 1148, 1711]
article-paragraph: Mas as conferencias naufragaram por causa da soberania italiana na Libya, que o Comité União e Progresso repelia sempre sem querer ceder a nada.: [938, 541, 1148, 603]
quote-value: 79400: [1572, 1177, 1606, 1203]
quote-value: —: [1606, 1260, 1640, 1274]
table-row: [1396, 715, 1640, 740]
article-paragraph: Correspondendo ao desejo expresso na carta hontem publicada n'A Capital e a proposito da installação do Curso Superior de Commercio, a mesma commissão que antes viera contar-nos a sua situação hoje os seguintes informações: Provam que o edificio do Rato pertence ao Estado; um decreto de 1874, publicado quando o edificio passou para o Estado morta que seja a ultima freira, fosse entregue á camara municipal para os seus usos; um decreto de 1875 concedeu parte do edificio a um Instituto Industrial; um decreto de 1881 cedeu o resto para installação do asylo. Nada se concluiu.: [725, 901, 922, 1158]
security-name: Union Pacific: [1396, 1639, 1577, 1653]
column-6: [1388, 47, 1648, 2257]
article-paragraph: Uma tarde, na rua do Ouro, um cavalheiro ostentava ao peito, á vista de toda a gente, uma d'essas medalhas obscenas que se vendem ás escondidas. Ninguem lhe disse nada. Um guarda passou e não viu. É assim que se educa um povo.: [500, 729, 709, 824]
quote-value: 89,32: [1577, 1455, 1640, 1469]
table-row: [1396, 1398, 1640, 1413]
table-row: [1396, 1007, 1640, 1032]
article-paragraph: El Hiba, que vem de longe e fez na ultima semana tão consideraveis progressos, deve querer levar os seus successos mais longe.: [8, 856, 261, 903]
security-name: 4 0/0 Hespanhol Ext.: [1396, 1512, 1577, 1526]
table-row: [1396, 856, 1640, 882]
theatre-show: Có-Có-Ró-Có: [745, 217, 902, 246]
headline-guerra: Guerra italo-turca: [954, 49, 1132, 112]
article-paragraph: Quer isto dizer que a situação é extremamente grave.: [8, 1523, 261, 1553]
subhead-escola: Urge destinar edificio para o Curso Superior de Commercio, para evitar despezas e prejuisos aos alumnos: [728, 838, 919, 894]
quote-value: 92000: [1608, 1399, 1639, 1412]
ad-line: Garrafa 1$000 réis. 1/2 garrafa 500 réis: [1176, 1723, 1368, 1735]
quote-value: 37,85: [1606, 791, 1640, 817]
security-name: Norfolk comm.: [1396, 1583, 1577, 1597]
article-paragraph: A formula official é esta: «O governo italiano não designou mandatarios para tratar a paz. Ha hoje pessoas animadas da melhor boa vontade que não podem deixar de continuar as suas conferencias com a Turquia, e nós não temos que impedir tal iniciativa.»: [938, 305, 1148, 416]
article-paragraph: Não é, pois, com o ultimatum que a Turquia obterá vantagens. Nada ainda está decidido, e é provavel que as conferencias durem ainda algumas semanas.: [938, 1873, 1148, 1936]
article-paragraph: Faz-se saber, para o meu de seu transito geral, que a partir de 1 de setembro e seguintes dias, o novo horario das carreiras de vapores entre Lisboa e a Trafaria será o seguinte: partidas de Lisboa ás 6,30, 9, 12, 15 e 17,30 e ás 19,30; da Trafaria ás 7,30, 10, 13,30, 16,30 e 18,30. Aos domingos as carreiras são reforçadas.: [1164, 1542, 1380, 1669]
headline-loterias: LOTERIAS: [1467, 1791, 1569, 1811]
headline-roupa: ROUPA DE FRANCEZES: [765, 1607, 882, 1650]
quote-value: —: [1572, 1274, 1606, 1288]
security-name: Ob. Comp. Cam. de Ferro da Beira, 4 0/0: [1396, 1345, 1572, 1370]
table-row: [1396, 1163, 1640, 1177]
security-name: 2 0/0 Consol. Inglez: [1396, 1442, 1577, 1456]
table-row: [1396, 978, 1640, 992]
security-name: Acç. Banco de Portugal: [1396, 1231, 1572, 1245]
bolsa-table-header: [1396, 703, 1640, 715]
quote-value: 35,75: [1577, 1554, 1640, 1568]
article-paragraph: Uma restituição pura e simples das ilhas á Turquia deve ser a priori excluida. Pensa-se em crear uma nova constituição que submetta as ilhas, que a Europa será chamada a examinar em tempo competente.: [938, 1221, 1148, 1299]
security-name: Erie pref.: [1396, 1554, 1577, 1568]
quote-value: 89000: [1606, 1046, 1640, 1072]
security-name: Divida interna fund., coups. tit. 100$000, 3 0/0: [1396, 817, 1606, 842]
table-row: [1396, 766, 1640, 791]
